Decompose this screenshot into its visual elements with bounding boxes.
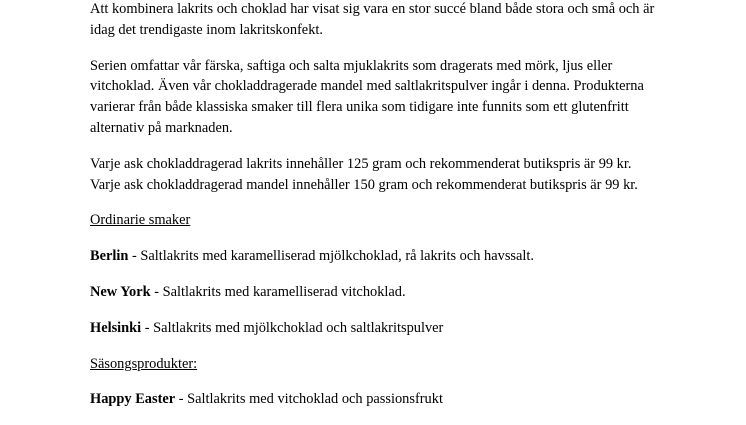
seasonal-products-heading: Säsongsprodukter: <box>90 355 198 372</box>
flavor-name: Happy Easter <box>90 391 176 408</box>
flavor-description: - Saltlakrits med mjölkchoklad och saltlakritspulver <box>141 319 444 336</box>
ordinary-flavors-heading: Ordinarie smaker <box>90 212 191 229</box>
flavor-item-helsinki <box>90 318 660 339</box>
flavor-description: - Saltlakrits med karamelliserad mjölkchoklad, rå lakrits och havssalt. <box>128 248 534 265</box>
intro-paragraph: Att kombinera lakrits och choklad har visat sig vara en stor succé bland både stora och små och är idag det trendigaste inom lakritskonfekt. <box>90 1 655 38</box>
flavor-description: - Saltlakrits med vitchoklad och passionsfrukt <box>175 391 443 408</box>
flavor-item-happy-easter <box>90 389 660 410</box>
flavor-description: - Saltlakrits med karamelliserad vitchoklad. <box>150 283 406 300</box>
series-paragraph: Serien omfattar vår färska, saftiga och salta mjuklakrits som dragerats med mörk, ljus eller vitchoklad. Även vår chokladdragerade mandel med saltlakritspulver ingår i denna. Produkterna varierar från både klassiska smaker till flera unika som tidigare inte funnits som ett glutenfritt alternativ på marknaden. <box>90 57 644 136</box>
document-body <box>90 0 660 425</box>
flavor-item-berlin <box>90 246 660 267</box>
flavor-name: Helsinki <box>90 319 142 336</box>
flavor-name: New York <box>90 283 151 300</box>
flavor-item-new-york <box>90 282 660 303</box>
price-paragraph: Varje ask chokladdragerad lakrits innehåller 125 gram och rekommenderat butikspris är 99 kr. Varje ask chokladdragerad mandel innehåller 150 gram och rekommenderat butikspris är 99 kr. <box>90 155 638 193</box>
flavor-name: Berlin <box>90 248 129 265</box>
